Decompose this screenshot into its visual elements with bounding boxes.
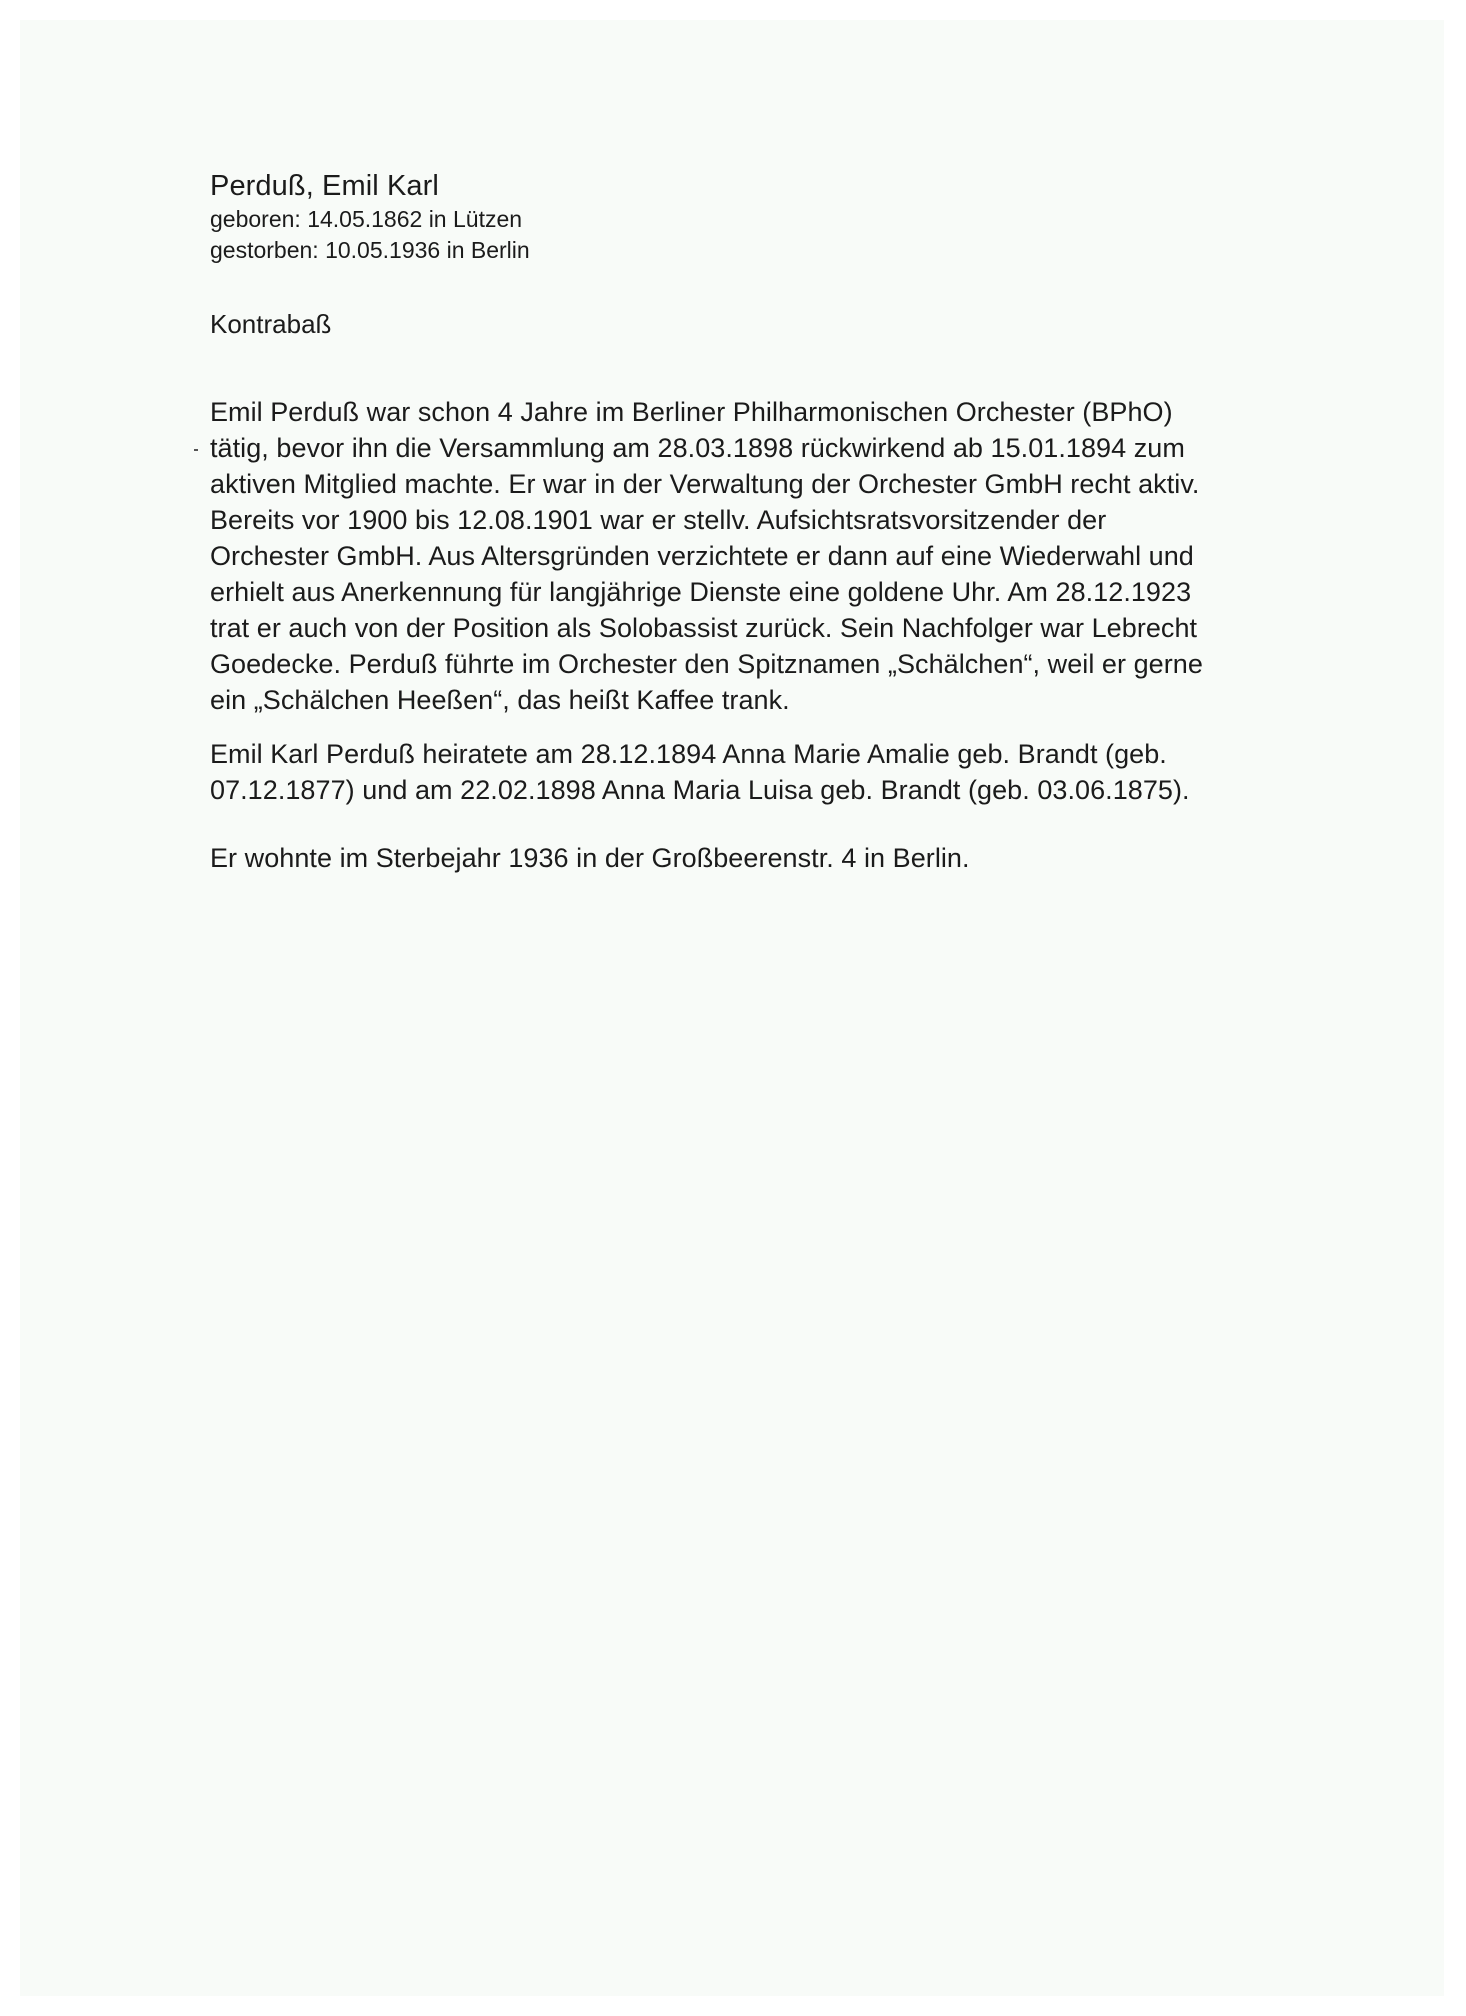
death-info: gestorben: 10.05.1936 in Berlin (210, 237, 530, 263)
birth-info: geboren: 14.05.1862 in Lützen (210, 206, 523, 232)
residence-paragraph: Er wohnte im Sterbejahr 1936 in der Großbeerenstr. 4 in Berlin. (210, 843, 970, 873)
biography-paragraph: Emil Perduß war schon 4 Jahre im Berliner Philharmonischen Orchester (BPhO) tätig, bevor ihn die Versammlung am 28.03.1898 rückwirkend ab 15.01.1894 zum aktiven Mitglied machte. Er war in der Verwaltung der Orchester GmbH recht aktiv. Bereits vor 1900 bis 12.08.1901 war er stellv. Aufsichtsratsvorsitzender der Orchester GmbH. Aus Altersgründen verzichtete er dann auf eine Wiederwahl und erhielt aus Anerkennung für langjährige Dienste eine goldene Uhr. Am 28.12.1923 trat er auch von der Position als Solobassist zurück. Sein Nachfolger war Lebrecht Goedecke. Perduß führte im Orchester den Spitznamen „Schälchen“, weil er gerne ein „Schälchen Heeßen“, das heißt Kaffee trank. (210, 397, 1203, 715)
scan-speck (194, 449, 198, 451)
instrument-label: Kontrabaß (210, 309, 332, 339)
marriage-paragraph: Emil Karl Perduß heiratete am 28.12.1894 Anna Marie Amalie geb. Brandt (geb. 07.12.1877) und am 22.02.1898 Anna Maria Luisa geb. Brandt (geb. 03.06.1875). (210, 739, 1190, 805)
biography-document (210, 168, 1290, 876)
person-name: Perduß, Emil Karl (210, 170, 439, 202)
